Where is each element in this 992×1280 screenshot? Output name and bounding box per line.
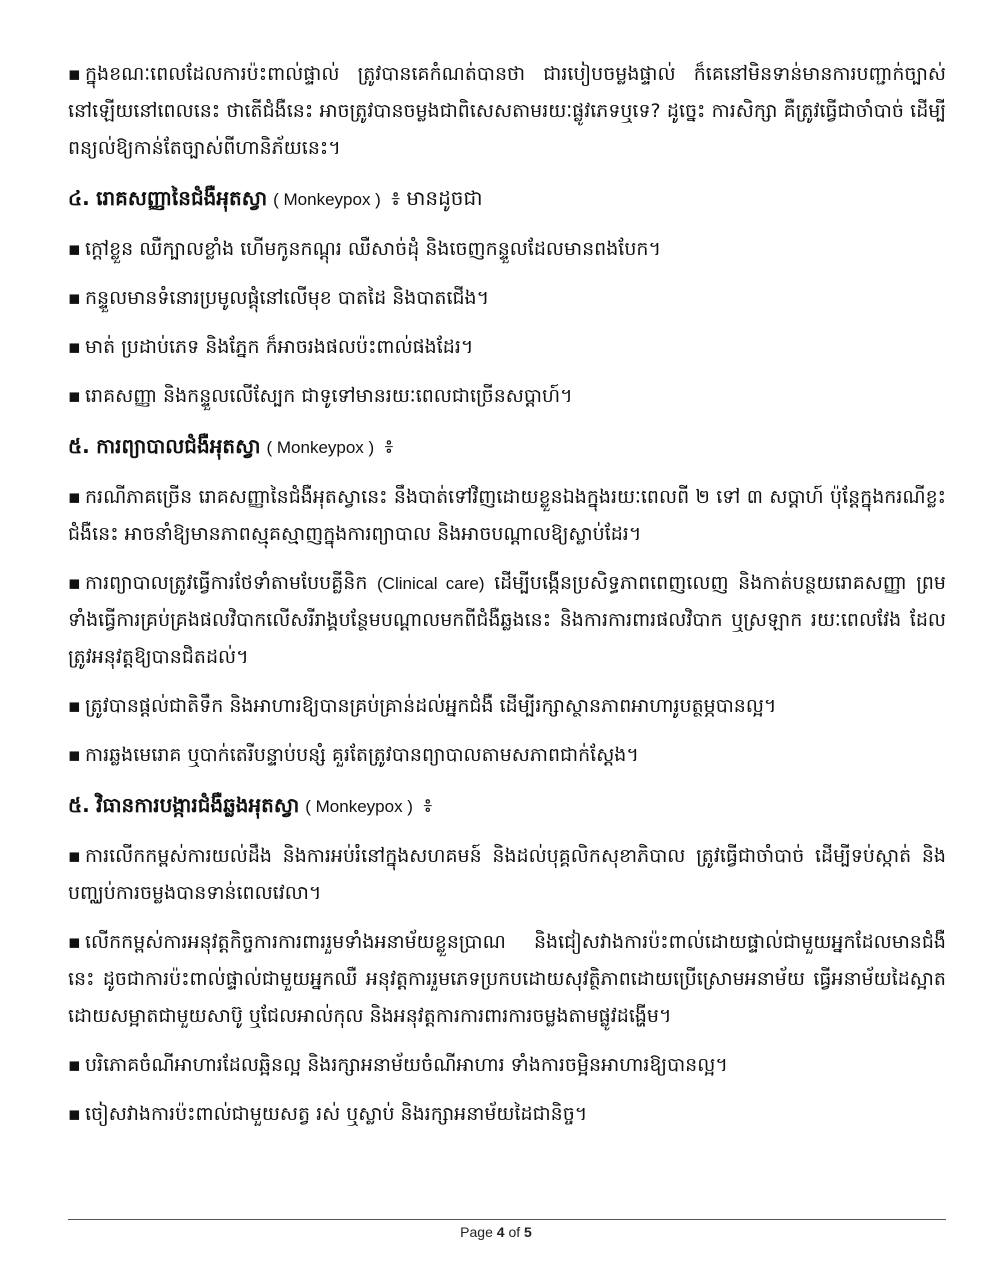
section-5-prevention-item bbox=[68, 838, 946, 912]
section-4-item-text: កន្ទួលមានទំនោរប្រមូលផ្តុំនៅលើមុខ បាតដៃ និងបាតជើង។ bbox=[85, 287, 490, 309]
section-5-treatment-item-text: ករណីភាគច្រើន រោគសញ្ញានៃជំងឺអុតស្វានេះ នឹងបាត់ទៅវិញដោយខ្លួនឯងក្នុងរយៈពេលពី ២ ទៅ ៣ សប្តាហ៍ ប៉ុន្តែក្នុងករណីខ្លះ ជំងឺនេះ អាចនាំឱ្យមានភាពស្មុគស្មាញក្នុងការព្យាបាល និងអាចបណ្តាលឱ្យស្លាប់ដែរ។ bbox=[68, 486, 946, 545]
section-5-prevention-item-text: បរិភោគចំណីអាហារដែលឆ្អិនល្អ និងរក្សាអនាម័យចំណីអាហារ ទាំងការចម្អិនអាហារឱ្យបានល្អ។ bbox=[85, 1054, 728, 1076]
section-5-treatment-heading bbox=[68, 427, 946, 467]
bullet-icon: ▪ bbox=[68, 1103, 81, 1125]
section-5-treatment-english: ( Monkeypox ) bbox=[266, 438, 375, 457]
bullet-icon: ▪ bbox=[68, 744, 81, 766]
page-total-number: 5 bbox=[524, 1224, 532, 1240]
section-5-prevention-tail: ៖ bbox=[423, 793, 433, 817]
bullet-icon: ▪ bbox=[68, 63, 81, 85]
section-5-treatment-item bbox=[68, 737, 946, 774]
intro-paragraph bbox=[68, 56, 946, 167]
section-4-item bbox=[68, 280, 946, 317]
section-4-title: រោគសញ្ញានៃជំងឺអុតស្វា bbox=[96, 186, 268, 210]
bullet-icon: ▪ bbox=[68, 1054, 81, 1076]
section-4-item bbox=[68, 329, 946, 366]
bullet-icon: ▪ bbox=[68, 287, 81, 309]
section-5-prevention-item-text: ចៀសវាងការប៉ះពាល់ជាមួយសត្វ រស់ ឬស្លាប់ និងរក្សាអនាម័យដៃជានិច្ច។ bbox=[85, 1103, 588, 1125]
section-5-treatment-title: ការព្យាបាលជំងឺអុតស្វា bbox=[96, 434, 261, 458]
footer-divider bbox=[68, 1219, 946, 1220]
section-5-prevention-english: ( Monkeypox ) bbox=[305, 797, 413, 816]
section-4-heading bbox=[68, 179, 946, 219]
section-4-tail: ៖ មានដូចជា bbox=[391, 186, 483, 210]
section-5-prevention-heading bbox=[68, 786, 946, 826]
section-5-prevention-number: ៥. bbox=[68, 793, 90, 817]
section-5-treatment-item-text: ត្រូវបានផ្តល់ជាតិទឹក និងអាហារឱ្យបានគ្រប់គ្រាន់ដល់អ្នកជំងឺ ដើម្បីរក្សាស្ថានភាពអាហារូបត្ថម្ភបានល្អ។ bbox=[85, 695, 777, 717]
section-5-treatment-item-text-rest: ដើម្បីបង្កើនប្រសិទ្ធភាពពេញលេញ និងកាត់បន្ថយរោគសញ្ញា ព្រមទាំងធ្វើការគ្រប់គ្រងផលវិបាកលើសរីរាង្គបន្ថែមបណ្តាលមកពីជំងឺឆ្លងនេះ និងការការពារផលវិបាក ឬស្រឡាក រយៈពេលវែង ដែលត្រូវអនុវត្តឱ្យបានជិតដល់។ bbox=[68, 572, 946, 668]
section-5-prevention-item bbox=[68, 1047, 946, 1084]
section-4-item bbox=[68, 378, 946, 415]
bullet-icon: ▪ bbox=[68, 385, 81, 407]
bullet-icon: ▪ bbox=[68, 695, 81, 717]
section-4-english: ( Monkeypox ) bbox=[273, 190, 381, 209]
section-5-treatment-number: ៥. bbox=[68, 434, 90, 458]
bullet-icon: ▪ bbox=[68, 931, 81, 953]
section-4-number: ៤. bbox=[68, 186, 90, 210]
section-5-prevention-item bbox=[68, 1096, 946, 1133]
bullet-icon: ▪ bbox=[68, 336, 81, 358]
page-content bbox=[68, 56, 946, 1145]
page-of-label: of bbox=[508, 1224, 521, 1240]
page-current-number: 4 bbox=[496, 1224, 505, 1240]
section-4-item bbox=[68, 231, 946, 268]
page-label: Page bbox=[460, 1224, 493, 1240]
bullet-icon: ▪ bbox=[68, 238, 81, 260]
section-5-prevention-item-text: លើកកម្ពស់ការអនុវត្តកិច្ចការការពាររួមទាំងអនាម័យខ្លួនប្រាណ និងជៀសវាងការប៉ះពាល់ដោយផ្ទាល់ជាមួយអ្នកដែលមានជំងឺនេះ ដូចជាការប៉ះពាល់ផ្ទាល់ជាមួយអ្នកឈឺ អនុវត្តការរួមភេទប្រកបដោយសុវត្ថិភាពដោយប្រើស្រោមអនាម័យ ធ្វើអនាម័យដៃស្អាតដោយសម្អាតជាមួយសាប៊ូ ឬជែលអាល់កុល និងអនុវត្តការការពារការចម្លងតាមផ្លូវដង្ហើម។ bbox=[68, 931, 946, 1027]
section-5-treatment-item bbox=[68, 565, 946, 676]
section-5-treatment-item-text: ការព្យាបាលត្រូវធ្វើការថែទាំតាមបែបគ្លីនិក bbox=[85, 572, 368, 594]
section-4-item-text: មាត់ ប្រដាប់ភេទ និងភ្នែក ក៏អាចរងផលប៉ះពាល់ផងដែរ។ bbox=[85, 336, 474, 358]
section-4-item-text: ក្តៅខ្លួន ឈឺក្បាលខ្លាំង ហើមកូនកណ្តុរ ឈឺសាច់ដុំ និងចេញកន្ទួលដែលមានពងបែក។ bbox=[85, 238, 661, 260]
section-5-prevention-title: វិធានការបង្ការជំងឺឆ្លងអុតស្វា bbox=[96, 793, 300, 817]
section-5-treatment-item-text: ការឆ្លងមេរោគ ឬបាក់តេរីបន្ទាប់បន្សំ គួរតែត្រូវបានព្យាបាលតាមសភាពជាក់ស្តែង។ bbox=[85, 744, 639, 766]
page-footer bbox=[0, 1224, 992, 1240]
section-5-treatment-item bbox=[68, 688, 946, 725]
section-5-treatment-tail: ៖ bbox=[384, 434, 394, 458]
bullet-icon: ▪ bbox=[68, 486, 81, 508]
section-5-treatment-item bbox=[68, 479, 946, 553]
bullet-icon: ▪ bbox=[68, 845, 81, 867]
section-5-prevention-item-text: ការលើកកម្ពស់ការយល់ដឹង និងការអប់រំនៅក្នុងសហគមន៍ និងដល់បុគ្គលិកសុខាភិបាល ត្រូវធ្វើជាចាំបាច់ ដើម្បីទប់ស្កាត់ និងបញ្ឈប់ការចម្លងបានទាន់ពេលវេលា។ bbox=[68, 845, 946, 904]
bullet-icon: ▪ bbox=[68, 572, 81, 594]
clinical-care-term: (Clinical care) bbox=[377, 574, 485, 593]
section-5-prevention-item bbox=[68, 924, 946, 1035]
intro-paragraph-text: ក្នុងខណៈពេលដែលការប៉ះពាល់ផ្ទាល់ ត្រូវបានគេកំណត់បានថា ជារបៀបចម្លងផ្ទាល់ ក៏គេនៅមិនទាន់មានការបញ្ជាក់ច្បាស់នៅឡើយនៅពេលនេះ ថាតើជំងឺនេះ អាចត្រូវបានចម្លងជាពិសេសតាមរយៈផ្លូវភេទឬទេ? ដូច្នេះ ការសិក្សា គឺត្រូវធ្វើជាចាំបាច់ ដើម្បីពន្យល់ឱ្យកាន់តែច្បាស់ពីហានិភ័យនេះ។ bbox=[68, 63, 946, 159]
section-4-item-text: រោគសញ្ញា និងកន្ទួលលើស្បែក ជាទូទៅមានរយៈពេលជាច្រើនសប្តាហ៍។ bbox=[85, 385, 573, 407]
